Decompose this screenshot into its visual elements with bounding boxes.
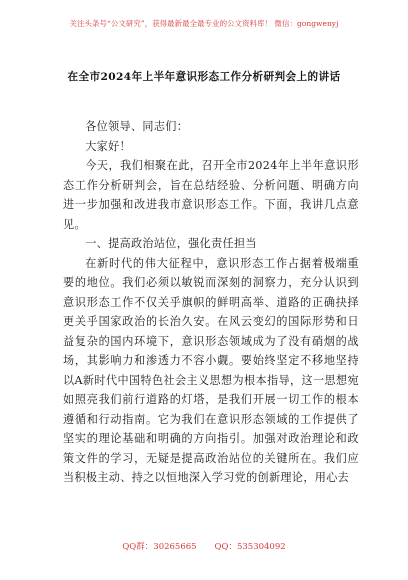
qq-group-text: QQ群：30265665: [122, 542, 197, 552]
intro-paragraph: 今天，我们相聚在此，召开全市2024年上半年意识形态工作分析研判会，旨在总结经验、分析问题、明确方向进一步加强和改进我市意识形态工作。下面，我讲几点意见。: [63, 159, 359, 231]
promo-banner: 关注头条号“公文研究”，获得最新最全最专业的公文资料库！ 微信：gongwenyj: [69, 19, 339, 28]
section-heading-1: 一、提高政治站位，强化责任担当: [85, 237, 257, 250]
salutation: 各位领导、同志们：: [85, 120, 189, 133]
greeting: 大家好！: [85, 139, 131, 153]
section-1-paragraph: 在新时代的伟大征程中，意识形态工作占据着极端重要的地位。我们必须以敏锐而深刻的洞察力，充分认识到意识形态工作不仅关乎旗帜的鲜明高举、道路的正确抉择更关乎国家政治的长治久安。在风云变幻的国际形势和日益复杂的国内环境下，意识形态领域成为了没有硝烟的战场，其影响力和渗透力不容小觑。要始终坚定不移地坚持以A新时代中国特色社会主义思想为根本指导，这一思想宛如照亮我们前行道路的灯塔，是我们开展一切工作的根本遵循和行动指南。它为我们在意识形态领域的工作提供了坚实的理论基础和明确的方向指引。加强对政治理论和政策文件的学习，无疑是提高政治站位的关键所在。我们应当积极主动、持之以恒地深入学习党的创新理论，用心去: [63, 256, 359, 484]
document-body: [63, 117, 359, 488]
qq-contact-text: QQ：535304092: [214, 542, 286, 552]
document-title: 在全市2024年上半年意识形态工作分析研判会上的讲话: [67, 71, 341, 83]
contact-footer: [0, 540, 408, 552]
